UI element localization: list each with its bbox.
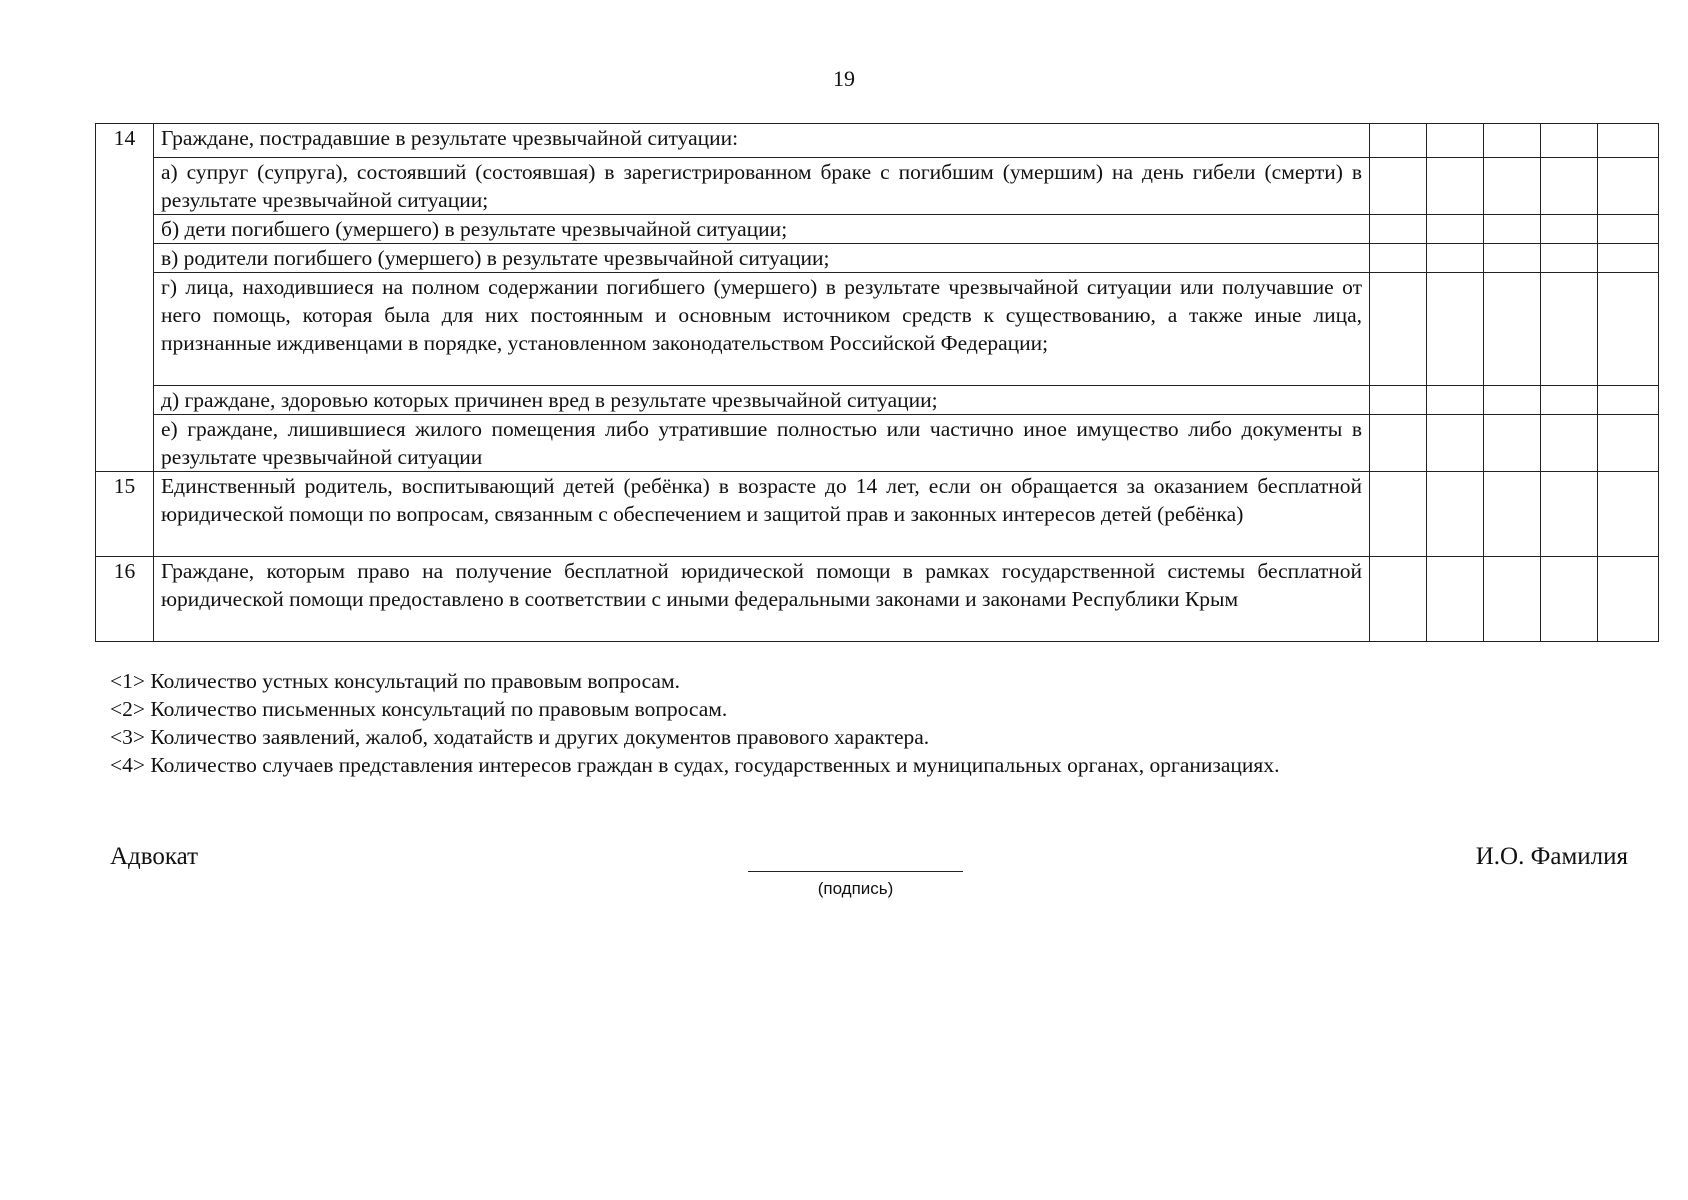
signature-caption: (подпись) <box>817 879 894 898</box>
value-cell <box>1484 158 1541 215</box>
value-cell <box>1598 124 1659 158</box>
footnotes <box>110 667 1279 779</box>
row-text: Граждане, пострадавшие в результате чрезвычайной ситуации: <box>154 124 1370 158</box>
table-row <box>96 244 1659 273</box>
value-cell <box>1484 557 1541 642</box>
value-cell <box>1427 386 1484 415</box>
value-cell <box>1598 557 1659 642</box>
signer-name: И.О. Фамилия <box>1475 843 1628 870</box>
value-cell <box>1541 158 1598 215</box>
value-cell <box>1427 124 1484 158</box>
row-text: Граждане, которым право на получение бесплатной юридической помощи в рамках государственной системы бесплатной юридической помощи предоставлено в соответствии с иными федеральными законами и законами Республики Крым <box>154 557 1370 642</box>
value-cell <box>1598 472 1659 557</box>
value-cell <box>1541 415 1598 472</box>
row-text: г) лица, находившиеся на полном содержании погибшего (умершего) в результате чрезвычайной ситуации или получавшие от него помощь, которая была для них постоянным и основным источником средств к существованию, а также иные лица, признанные иждивенцами в порядке, установленном законодательством Российской Федерации; <box>154 273 1370 386</box>
footnote: <1> Количество устных консультаций по правовым вопросам. <box>110 669 680 693</box>
table-row <box>96 415 1659 472</box>
row-text: а) супруг (супруга), состоявший (состоявшая) в зарегистрированном браке с погибшим (умершим) на день гибели (смерти) в результате чрезвычайной ситуации; <box>154 158 1370 215</box>
table-row <box>96 124 1659 158</box>
value-cell <box>1370 472 1427 557</box>
value-cell <box>1484 124 1541 158</box>
value-cell <box>1370 557 1427 642</box>
value-cell <box>1484 215 1541 244</box>
value-cell <box>1541 472 1598 557</box>
value-cell <box>1427 273 1484 386</box>
value-cell <box>1427 158 1484 215</box>
row-text: в) родители погибшего (умершего) в результате чрезвычайной ситуации; <box>154 244 1370 273</box>
row-text: б) дети погибшего (умершего) в результате чрезвычайной ситуации; <box>154 215 1370 244</box>
value-cell <box>1598 244 1659 273</box>
signer-role: Адвокат <box>110 843 199 870</box>
value-cell <box>1427 472 1484 557</box>
value-cell <box>1427 557 1484 642</box>
beneficiaries-table <box>95 123 1659 642</box>
signature-line <box>748 871 963 872</box>
value-cell <box>1370 124 1427 158</box>
value-cell <box>1427 415 1484 472</box>
value-cell <box>1370 415 1427 472</box>
footnote: <4> Количество случаев представления интересов граждан в судах, государственных и муниципальных органах, организациях. <box>110 753 1280 777</box>
value-cell <box>1370 386 1427 415</box>
value-cell <box>1370 273 1427 386</box>
value-cell <box>1541 386 1598 415</box>
value-cell <box>1370 158 1427 215</box>
value-cell <box>1598 273 1659 386</box>
value-cell <box>1484 273 1541 386</box>
value-cell <box>1484 244 1541 273</box>
value-cell <box>1427 215 1484 244</box>
row-number: 14 <box>96 124 154 472</box>
page-number: 19 <box>833 66 855 91</box>
table-row <box>96 215 1659 244</box>
footnote: <3> Количество заявлений, жалоб, ходатайств и других документов правового характера. <box>110 725 930 749</box>
value-cell <box>1484 386 1541 415</box>
value-cell <box>1541 557 1598 642</box>
row-number: 15 <box>96 472 154 557</box>
row-text: е) граждане, лишившиеся жилого помещения либо утратившие полностью или частично иное имущество либо документы в результате чрезвычайной ситуации <box>154 415 1370 472</box>
footnote: <2> Количество письменных консультаций по правовым вопросам. <box>110 697 728 721</box>
row-text: д) граждане, здоровью которых причинен вред в результате чрезвычайной ситуации; <box>154 386 1370 415</box>
value-cell <box>1370 244 1427 273</box>
row-number: 16 <box>96 557 154 642</box>
value-cell <box>1541 124 1598 158</box>
row-text: Единственный родитель, воспитывающий детей (ребёнка) в возрасте до 14 лет, если он обращается за оказанием бесплатной юридической помощи по вопросам, связанным с обеспечением и защитой прав и законных интересов детей (ребёнка) <box>154 472 1370 557</box>
value-cell <box>1598 415 1659 472</box>
value-cell <box>1541 244 1598 273</box>
table-row <box>96 158 1659 215</box>
table-row <box>96 557 1659 642</box>
value-cell <box>1598 158 1659 215</box>
value-cell <box>1370 215 1427 244</box>
table-row <box>96 472 1659 557</box>
value-cell <box>1484 415 1541 472</box>
value-cell <box>1484 472 1541 557</box>
table-row <box>96 273 1659 386</box>
value-cell <box>1427 244 1484 273</box>
value-cell <box>1598 386 1659 415</box>
value-cell <box>1541 273 1598 386</box>
table-row <box>96 386 1659 415</box>
value-cell <box>1598 215 1659 244</box>
value-cell <box>1541 215 1598 244</box>
